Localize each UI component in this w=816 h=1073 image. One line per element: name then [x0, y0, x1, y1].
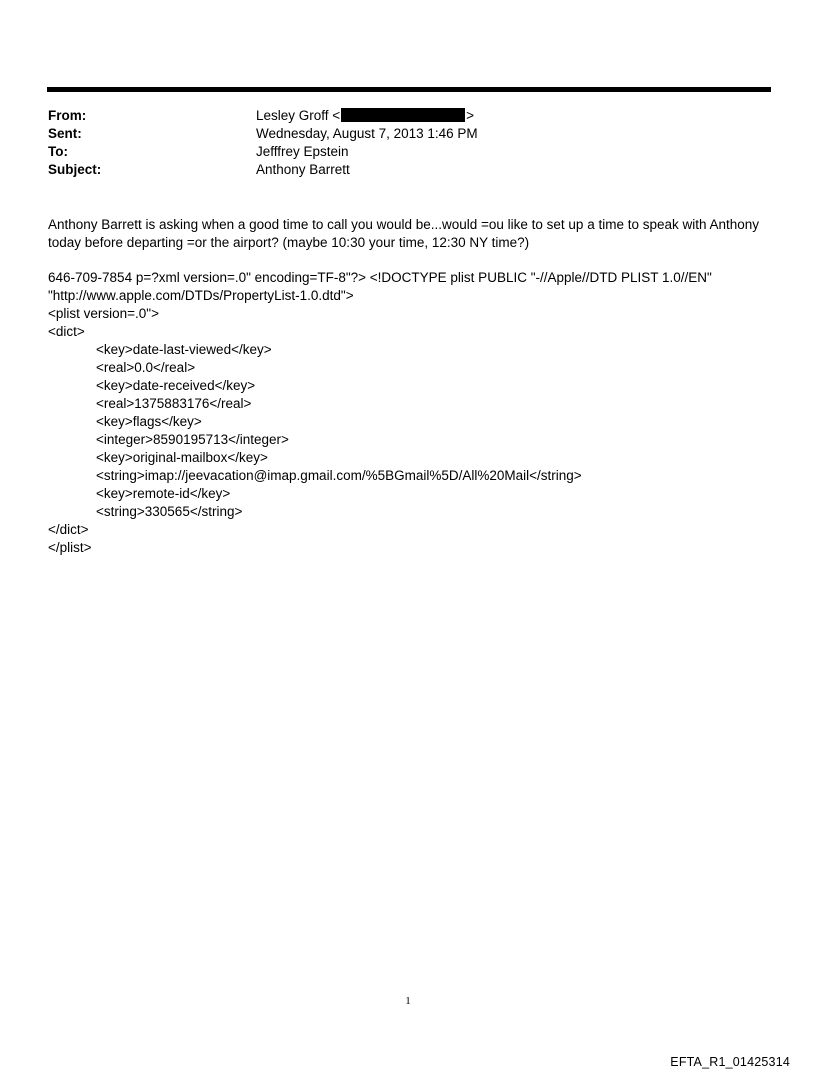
redaction-box: [341, 108, 465, 122]
from-value: [256, 107, 474, 125]
document-id: EFTA_R1_01425314: [670, 1055, 790, 1069]
to-label: To:: [48, 144, 68, 159]
plist-line: <dict>: [48, 324, 85, 339]
plist-entry: <string>imap://jeevacation@imap.gmail.com/%5BGmail%5D/All%20Mail</string>: [96, 468, 582, 483]
plist-block: [48, 269, 778, 557]
plist-entry: <integer>8590195713</integer>: [96, 432, 289, 447]
body-line: Anthony Barrett is asking when a good time to call you would be...would =ou like to set up a time to speak with Anthony: [48, 217, 760, 232]
plist-entry: <key>flags</key>: [96, 414, 202, 429]
plist-entry: <real>1375883176</real>: [96, 396, 252, 411]
header-divider: [47, 87, 771, 92]
from-name: Lesley Groff <: [256, 108, 341, 123]
plist-line: </dict>: [48, 522, 89, 537]
plist-entry: <key>original-mailbox</key>: [96, 450, 268, 465]
from-close: >: [466, 108, 475, 123]
email-body: [48, 216, 778, 252]
subject-label: Subject:: [48, 162, 102, 177]
sent-value: Wednesday, August 7, 2013 1:46 PM: [256, 126, 478, 141]
sent-row: [48, 125, 768, 143]
from-label: From:: [48, 108, 87, 123]
body-line: today before departing =or the airport? (maybe 10:30 your time, 12:30 NY time?): [48, 235, 530, 250]
page-number: 1: [405, 995, 411, 1007]
to-row: [48, 143, 768, 161]
plist-line: "http://www.apple.com/DTDs/PropertyList-1.0.dtd">: [48, 288, 354, 303]
plist-line: 646-709-7854 p=?xml version=.0" encoding=TF-8"?> <!DOCTYPE plist PUBLIC "-//Apple//DTD PLIST 1.0//EN": [48, 270, 712, 285]
plist-line: <plist version=.0">: [48, 306, 159, 321]
plist-entry: <key>date-last-viewed</key>: [96, 342, 272, 357]
plist-entry: <string>330565</string>: [96, 504, 243, 519]
email-header: [48, 107, 768, 179]
subject-value: Anthony Barrett: [256, 162, 350, 177]
from-row: [48, 107, 768, 125]
plist-entry: <real>0.0</real>: [96, 360, 196, 375]
plist-line: </plist>: [48, 540, 92, 555]
to-value: Jefffrey Epstein: [256, 144, 349, 159]
subject-row: [48, 161, 768, 179]
plist-entry: <key>remote-id</key>: [96, 486, 231, 501]
sent-label: Sent:: [48, 126, 82, 141]
plist-entry: <key>date-received</key>: [96, 378, 256, 393]
